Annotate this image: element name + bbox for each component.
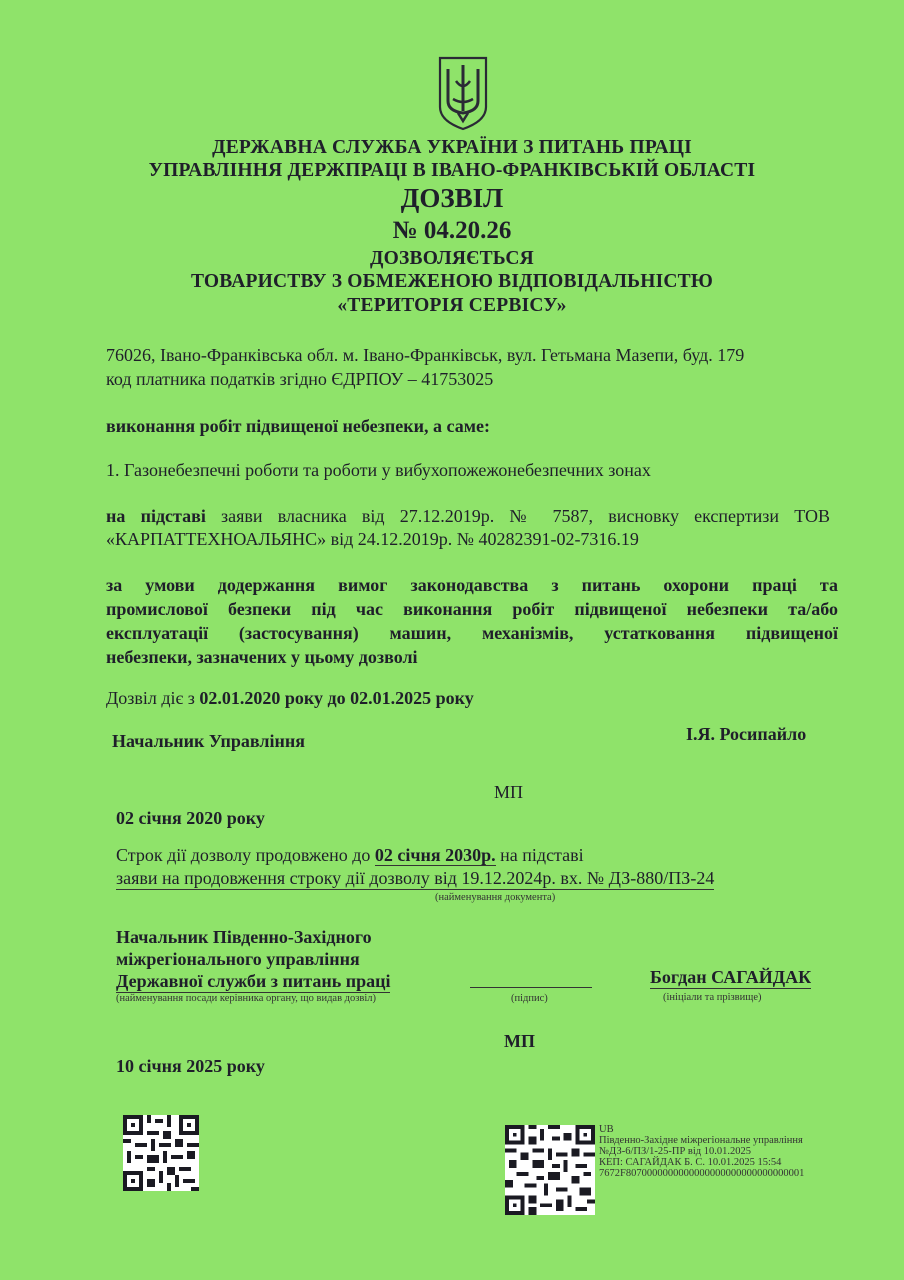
- basis-line-2: «КАРПАТТЕХНОАЛЬЯНС» від 24.12.2019р. № 40282391-02-7316.19: [106, 529, 639, 549]
- works-item: 1. Газонебезпечні роботи та роботи у вибухопожежонебезпечних зонах: [106, 460, 651, 480]
- signer-position-1: Начальник Управління: [112, 731, 305, 751]
- department-name: УПРАВЛІННЯ ДЕРЖПРАЦІ В ІВАНО-ФРАНКІВСЬКІЙ ОБЛАСТІ: [148, 160, 756, 181]
- document-number: № 04.20.26: [392, 217, 512, 244]
- signer-name-1: І.Я. Росипайло: [686, 724, 807, 744]
- ecp-info: [599, 1124, 899, 1179]
- basis-line-1: [106, 506, 830, 527]
- document-caption: (найменування документа): [435, 892, 556, 903]
- basis-rest: заяви власника від 27.12.2019р. № 7587, висновку експертизи ТОВ: [205, 506, 831, 526]
- conditions-line-4: небезпеки, зазначених у цьому дозволі: [106, 647, 418, 667]
- extension-new-date: 02 січня 2030р.: [374, 845, 496, 865]
- company-name: «ТЕРИТОРІЯ СЕРВІСУ»: [337, 295, 567, 316]
- signer-position-2-line-3: Державної служби з питань праці: [116, 971, 391, 991]
- signer-position-2-line-2: міжрегіонального управління: [116, 949, 360, 969]
- extension-prefix: Строк дії дозволу продовжено до: [116, 845, 375, 865]
- position-caption: (найменування посади керівника органу, що видав дозвіл): [116, 993, 377, 1004]
- signature-line: [470, 987, 592, 988]
- signer-position-2-line-1: Начальник Південно-Західного: [116, 927, 372, 947]
- ecp-line-4: КЕП: САГАЙДАК Б. С. 10.01.2025 15:54: [599, 1157, 782, 1168]
- ecp-line-2: Південно-Західне міжрегіональне управління: [599, 1135, 803, 1146]
- validity-line: [106, 688, 474, 709]
- issue-date-1: 02 січня 2020 року: [116, 808, 265, 828]
- stamp-mark-1: МП: [494, 782, 524, 802]
- tax-code-line: код платника податків згідно ЄДРПОУ – 41753025: [106, 369, 494, 389]
- extension-line-2: заяви на продовження строку дії дозволу від 19.12.2024р. вх. № ДЗ-880/ПЗ-24: [116, 868, 715, 888]
- signer-name-2: Богдан САГАЙДАК: [650, 967, 812, 987]
- conditions-line-2: промислової безпеки під час виконання робіт підвищеної небезпеки та/або: [106, 599, 838, 619]
- company-type: ТОВАРИСТВУ З ОБМЕЖЕНОЮ ВІДПОВІДАЛЬНІСТЮ: [190, 271, 714, 292]
- ecp-line-3: №ДЗ-6/ПЗ/1-25-ПР від 10.01.2025: [599, 1146, 752, 1157]
- basis-lead: на підставі: [106, 506, 206, 526]
- extension-suffix: на підставі: [495, 845, 584, 865]
- signature-caption: (підпис): [511, 993, 548, 1004]
- ecp-qr-code-icon: [505, 1125, 595, 1215]
- qr-code-icon: [123, 1115, 199, 1191]
- ecp-line-1: UB: [599, 1124, 614, 1135]
- agency-name: ДЕРЖАВНА СЛУЖБА УКРАЇНИ З ПИТАНЬ ПРАЦІ: [212, 137, 692, 158]
- ecp-line-5: 7672F8070000000000000000000000000000001: [599, 1168, 805, 1179]
- document-title: ДОЗВІЛ: [400, 183, 504, 213]
- address-line: 76026, Івано-Франківська обл. м. Івано-Франківськ, вул. Гетьмана Мазепи, буд. 179: [106, 345, 745, 365]
- validity-prefix: Дозвіл діє з: [106, 688, 200, 708]
- validity-dates: 02.01.2020 року до 02.01.2025 року: [199, 688, 474, 708]
- conditions-line-1: за умови додержання вимог законодавства з питань охорони праці та: [106, 575, 838, 595]
- trident-emblem-icon: [436, 55, 490, 131]
- extension-line-1: [116, 845, 584, 866]
- name-caption: (ініціали та прізвище): [663, 992, 762, 1003]
- works-heading: виконання робіт підвищеної небезпеки, а саме:: [106, 416, 490, 436]
- stamp-mark-2: МП: [504, 1031, 535, 1051]
- allowed-heading: ДОЗВОЛЯЄТЬСЯ: [370, 248, 534, 269]
- issue-date-2: 10 січня 2025 року: [116, 1056, 265, 1076]
- conditions-line-3: експлуатації (застосування) машин, механізмів, устатковання підвищеної: [106, 623, 838, 643]
